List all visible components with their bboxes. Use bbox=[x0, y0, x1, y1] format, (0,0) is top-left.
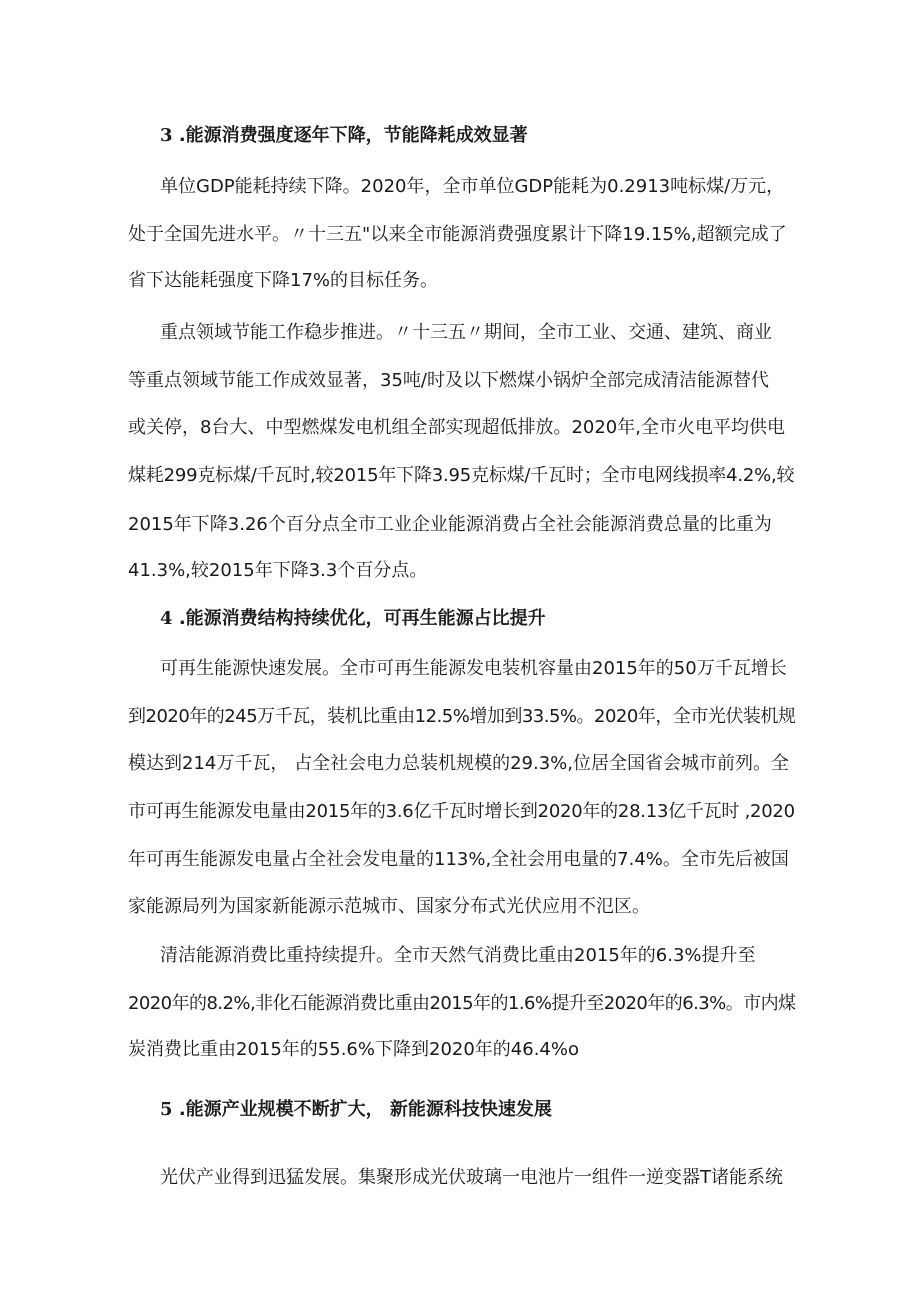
paragraph-line: 2015年下降3.26个百分点全市工业企业能源消费占全社会能源消费总量的比重为 bbox=[128, 514, 772, 535]
paragraph-line: 2020年的8.2%,非化石能源消费比重由2015年的1.6%提升至2020年的6.3%。市内煤 bbox=[128, 993, 796, 1014]
paragraph-line: 等重点领域节能工作成效显著，35吨/时及以下燃煤小锅炉全部完成清洁能源替代 bbox=[128, 370, 769, 391]
heading-text: .能源消费结构持续优化，可再生能源占比提升 bbox=[178, 608, 546, 629]
paragraph-line: 41.3%,较2015年下降3.3个百分点。 bbox=[128, 560, 428, 581]
paragraph-line: 处于全国先进水平。〃十三五"以来全市能源消费强度累计下降19.15%,超额完成了 bbox=[128, 224, 787, 245]
paragraph-line: 或关停，8台大、中型燃煤发电机组全部实现超低排放。2020年,全市火电平均供电 bbox=[128, 417, 785, 438]
heading-number: 4 bbox=[160, 608, 173, 629]
paragraph-line: 光伏产业得到迅猛发展。集聚形成光伏玻璃一电池片一组件一逆变器T诸能系统 bbox=[160, 1167, 783, 1188]
paragraph-line: 模达到214万千瓦， 占全社会电力总装机规模的29.3%,位居全国省会城市前列。全 bbox=[128, 753, 789, 774]
heading-text: .能源消费强度逐年下降，节能降耗成效显著 bbox=[178, 125, 528, 146]
paragraph-line: 清洁能源消费比重持续提升。全市天然气消费比重由2015年的6.3%提升至 bbox=[160, 945, 756, 966]
heading-text: .能源产业规模不断扩大， 新能源科技快速发展 bbox=[178, 1099, 552, 1120]
paragraph-line: 市可再生能源发电量由2015年的3.6亿千瓦时增长到2020年的28.13亿千瓦时 ,2020 bbox=[128, 801, 795, 822]
paragraph-line: 煤耗299克标煤/千瓦时,较2015年下降3.95克标煤/千瓦时；全市电网线损率4.2%,较 bbox=[128, 465, 795, 486]
heading-number: 5 bbox=[160, 1099, 173, 1120]
heading-number: 3 bbox=[160, 125, 173, 146]
paragraph-line: 年可再生能源发电量占全社会发电量的113%,全社会用电量的7.4%。全市先后被国 bbox=[128, 849, 789, 870]
paragraph-line: 省下达能耗强度下降17%的目标任务。 bbox=[128, 270, 439, 291]
section-heading-5 bbox=[160, 1095, 552, 1121]
paragraph-line: 可再生能源快速发展。全市可再生能源发电装机容量由2015年的50万千瓦增长 bbox=[160, 658, 787, 679]
paragraph-line: 到2020年的245万千瓦，装机比重由12.5%增加到33.5%。2020年，全市光伏装机规 bbox=[128, 706, 796, 727]
section-heading-3 bbox=[160, 121, 528, 147]
paragraph-line: 重点领域节能工作稳步推进。〃十三五〃期间，全市工业、交通、建筑、商业 bbox=[160, 322, 772, 343]
paragraph-line: 家能源局列为国家新能源示范城市、国家分布式光伏应用不氾区。 bbox=[128, 896, 650, 917]
paragraph-line: 单位GDP能耗持续下降。2020年，全市单位GDP能耗为0.2913吨标煤/万元， bbox=[160, 176, 785, 197]
paragraph-line: 炭消费比重由2015年的55.6%下降到2020年的46.4%o bbox=[128, 1039, 579, 1060]
section-heading-4 bbox=[160, 604, 546, 630]
